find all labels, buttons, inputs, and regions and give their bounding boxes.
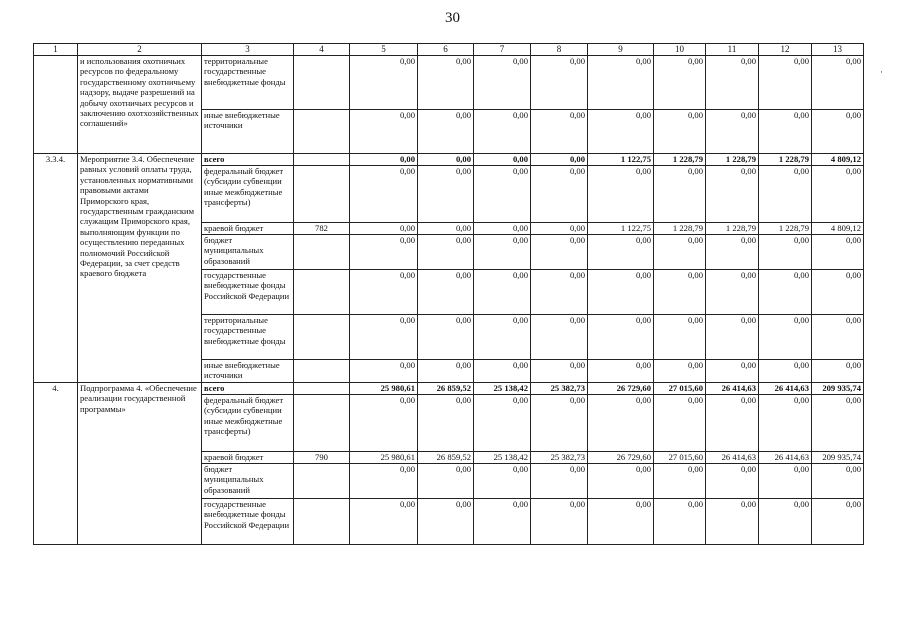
item-number: 4.	[34, 383, 78, 545]
value-cell: 0,00	[474, 110, 531, 154]
value-cell: 0,00	[706, 166, 759, 223]
value-cell: 0,00	[706, 499, 759, 545]
value-cell: 0,00	[474, 56, 531, 110]
value-cell: 0,00	[588, 110, 654, 154]
value-cell: 0,00	[350, 270, 418, 315]
value-cell: 26 414,63	[706, 452, 759, 464]
funding-source: федеральный бюджет (субсидии субвенции иные межбюджетные трансферты)	[202, 395, 294, 452]
value-cell: 0,00	[418, 360, 474, 383]
value-cell: 0,00	[350, 464, 418, 499]
value-cell: 0,00	[759, 235, 812, 270]
item-description: Подпрограмма 4. «Обеспечение реализации государственной программы»	[78, 383, 202, 545]
value-cell: 0,00	[418, 235, 474, 270]
value-cell: 1 228,79	[759, 223, 812, 235]
value-cell: 0,00	[474, 315, 531, 360]
value-cell: 0,00	[588, 360, 654, 383]
column-number-cell: 9	[588, 44, 654, 56]
budget-code	[294, 110, 350, 154]
value-cell: 1 228,79	[706, 223, 759, 235]
budget-code	[294, 235, 350, 270]
value-cell: 0,00	[654, 499, 706, 545]
value-cell: 1 122,75	[588, 154, 654, 166]
value-cell: 0,00	[474, 154, 531, 166]
value-cell: 26 859,52	[418, 383, 474, 395]
budget-code	[294, 395, 350, 452]
budget-code	[294, 360, 350, 383]
value-cell: 0,00	[759, 315, 812, 360]
funding-source: государственные внебюджетные фонды Российской Федерации	[202, 270, 294, 315]
value-cell: 0,00	[588, 499, 654, 545]
value-cell: 26 414,63	[706, 383, 759, 395]
value-cell: 0,00	[531, 395, 588, 452]
column-number-cell: 7	[474, 44, 531, 56]
value-cell: 0,00	[474, 166, 531, 223]
value-cell: 1 228,79	[654, 154, 706, 166]
value-cell: 0,00	[531, 223, 588, 235]
column-number-cell: 12	[759, 44, 812, 56]
value-cell: 0,00	[706, 56, 759, 110]
value-cell: 27 015,60	[654, 452, 706, 464]
budget-code	[294, 499, 350, 545]
budget-code	[294, 464, 350, 499]
column-number-cell: 5	[350, 44, 418, 56]
value-cell: 0,00	[759, 270, 812, 315]
column-number-cell: 6	[418, 44, 474, 56]
value-cell: 0,00	[531, 360, 588, 383]
value-cell: 0,00	[759, 56, 812, 110]
value-cell: 0,00	[418, 223, 474, 235]
value-cell: 4 809,12	[812, 223, 864, 235]
value-cell: 0,00	[474, 223, 531, 235]
budget-code	[294, 270, 350, 315]
funding-source: бюджет муниципальных образований	[202, 235, 294, 270]
value-cell: 0,00	[588, 315, 654, 360]
value-cell: 0,00	[812, 464, 864, 499]
value-cell: 0,00	[654, 166, 706, 223]
value-cell: 4 809,12	[812, 154, 864, 166]
column-number-cell: 13	[812, 44, 864, 56]
value-cell: 0,00	[350, 360, 418, 383]
value-cell: 0,00	[418, 270, 474, 315]
value-cell: 0,00	[418, 464, 474, 499]
value-cell: 0,00	[531, 154, 588, 166]
value-cell: 1 122,75	[588, 223, 654, 235]
value-cell: 0,00	[531, 499, 588, 545]
column-number-cell: 11	[706, 44, 759, 56]
value-cell: 0,00	[531, 315, 588, 360]
value-cell: 0,00	[654, 110, 706, 154]
value-cell: 26 414,63	[759, 452, 812, 464]
value-cell: 0,00	[531, 166, 588, 223]
funding-source: иные внебюджетные источники	[202, 110, 294, 154]
value-cell: 0,00	[588, 166, 654, 223]
value-cell: 0,00	[654, 270, 706, 315]
value-cell: 0,00	[588, 56, 654, 110]
value-cell: 25 382,73	[531, 383, 588, 395]
value-cell: 0,00	[418, 395, 474, 452]
value-cell: 25 382,73	[531, 452, 588, 464]
value-cell: 25 980,61	[350, 452, 418, 464]
funding-source: иные внебюджетные источники	[202, 360, 294, 383]
value-cell: 0,00	[812, 235, 864, 270]
budget-code	[294, 166, 350, 223]
value-cell: 0,00	[350, 223, 418, 235]
value-cell: 0,00	[531, 464, 588, 499]
value-cell: 0,00	[706, 464, 759, 499]
value-cell: 0,00	[812, 395, 864, 452]
funding-source: краевой бюджет	[202, 223, 294, 235]
column-number-row	[34, 44, 864, 56]
value-cell: 0,00	[474, 360, 531, 383]
value-cell: 0,00	[812, 360, 864, 383]
value-cell: 0,00	[759, 110, 812, 154]
value-cell: 0,00	[654, 360, 706, 383]
column-number-cell: 1	[34, 44, 78, 56]
value-cell: 0,00	[759, 499, 812, 545]
budget-code	[294, 154, 350, 166]
funding-source: краевой бюджет	[202, 452, 294, 464]
value-cell: 0,00	[474, 499, 531, 545]
value-cell: 0,00	[812, 56, 864, 110]
budget-table	[33, 43, 864, 545]
item-description: Мероприятие 3.4. Обеспечение равных условий оплаты труда, установленных нормативными правовыми актами Приморского края, государственным гражданским служащим Приморского края, выполняющим функции по осуществлению переданных полномочий Российской Федерации, за счет средств краевого бюджета	[78, 154, 202, 383]
table-row	[34, 383, 864, 395]
value-cell: 0,00	[654, 315, 706, 360]
funding-source: всего	[202, 154, 294, 166]
value-cell: 0,00	[418, 499, 474, 545]
value-cell: 0,00	[588, 270, 654, 315]
column-number-cell: 8	[531, 44, 588, 56]
value-cell: 0,00	[350, 315, 418, 360]
budget-code: 790	[294, 452, 350, 464]
budget-code	[294, 56, 350, 110]
value-cell: 0,00	[759, 360, 812, 383]
value-cell: 1 228,79	[759, 154, 812, 166]
value-cell: 0,00	[588, 464, 654, 499]
value-cell: 1 228,79	[706, 154, 759, 166]
funding-source: всего	[202, 383, 294, 395]
value-cell: 26 414,63	[759, 383, 812, 395]
table-body	[34, 44, 864, 545]
value-cell: 0,00	[350, 395, 418, 452]
value-cell: 0,00	[531, 235, 588, 270]
value-cell: 0,00	[474, 235, 531, 270]
value-cell: 0,00	[350, 499, 418, 545]
funding-source: бюджет муниципальных образований	[202, 464, 294, 499]
value-cell: 0,00	[418, 315, 474, 360]
value-cell: 0,00	[759, 166, 812, 223]
value-cell: 209 935,74	[812, 383, 864, 395]
value-cell: 0,00	[350, 56, 418, 110]
funding-source: территориальные государственные внебюджетные фонды	[202, 315, 294, 360]
value-cell: 25 138,42	[474, 383, 531, 395]
budget-code	[294, 315, 350, 360]
funding-source: территориальные государственные внебюджетные фонды	[202, 56, 294, 110]
value-cell: 0,00	[350, 235, 418, 270]
value-cell: 0,00	[706, 315, 759, 360]
value-cell: 25 138,42	[474, 452, 531, 464]
value-cell: 26 859,52	[418, 452, 474, 464]
value-cell: 25 980,61	[350, 383, 418, 395]
margin-mark: ·	[880, 67, 883, 77]
value-cell: 0,00	[474, 464, 531, 499]
page-number: 30	[445, 10, 460, 26]
value-cell: 0,00	[706, 235, 759, 270]
value-cell: 26 729,60	[588, 452, 654, 464]
value-cell: 0,00	[474, 395, 531, 452]
value-cell: 0,00	[759, 395, 812, 452]
column-number-cell: 10	[654, 44, 706, 56]
item-number: 3.3.4.	[34, 154, 78, 383]
value-cell: 0,00	[588, 395, 654, 452]
value-cell: 0,00	[588, 235, 654, 270]
value-cell: 0,00	[812, 499, 864, 545]
value-cell: 0,00	[812, 110, 864, 154]
column-number-cell: 3	[202, 44, 294, 56]
value-cell: 0,00	[812, 166, 864, 223]
column-number-cell: 2	[78, 44, 202, 56]
budget-code: 782	[294, 223, 350, 235]
value-cell: 0,00	[812, 315, 864, 360]
value-cell: 1 228,79	[654, 223, 706, 235]
item-number	[34, 56, 78, 154]
value-cell: 0,00	[418, 110, 474, 154]
value-cell: 0,00	[706, 270, 759, 315]
value-cell: 0,00	[706, 360, 759, 383]
value-cell: 0,00	[350, 110, 418, 154]
value-cell: 0,00	[474, 270, 531, 315]
value-cell: 0,00	[654, 56, 706, 110]
funding-source: государственные внебюджетные фонды Российской Федерации	[202, 499, 294, 545]
value-cell: 0,00	[531, 110, 588, 154]
value-cell: 0,00	[418, 154, 474, 166]
value-cell: 0,00	[531, 270, 588, 315]
value-cell: 209 935,74	[812, 452, 864, 464]
value-cell: 0,00	[654, 235, 706, 270]
value-cell: 0,00	[654, 464, 706, 499]
value-cell: 0,00	[418, 166, 474, 223]
value-cell: 0,00	[418, 56, 474, 110]
value-cell: 0,00	[350, 154, 418, 166]
table-row	[34, 56, 864, 110]
value-cell: 0,00	[706, 395, 759, 452]
item-description: и использования охотничьих ресурсов по федеральному государственному охотничьему надзору, выдаче разрешений на добычу охотничьих ресурсов и заключению охотхозяйственных соглашений»	[78, 56, 202, 154]
funding-source: федеральный бюджет (субсидии субвенции иные межбюджетные трансферты)	[202, 166, 294, 223]
value-cell: 27 015,60	[654, 383, 706, 395]
table-row	[34, 154, 864, 166]
budget-code	[294, 383, 350, 395]
value-cell: 26 729,60	[588, 383, 654, 395]
value-cell: 0,00	[654, 395, 706, 452]
value-cell: 0,00	[706, 110, 759, 154]
value-cell: 0,00	[812, 270, 864, 315]
value-cell: 0,00	[531, 56, 588, 110]
value-cell: 0,00	[759, 464, 812, 499]
value-cell: 0,00	[350, 166, 418, 223]
column-number-cell: 4	[294, 44, 350, 56]
